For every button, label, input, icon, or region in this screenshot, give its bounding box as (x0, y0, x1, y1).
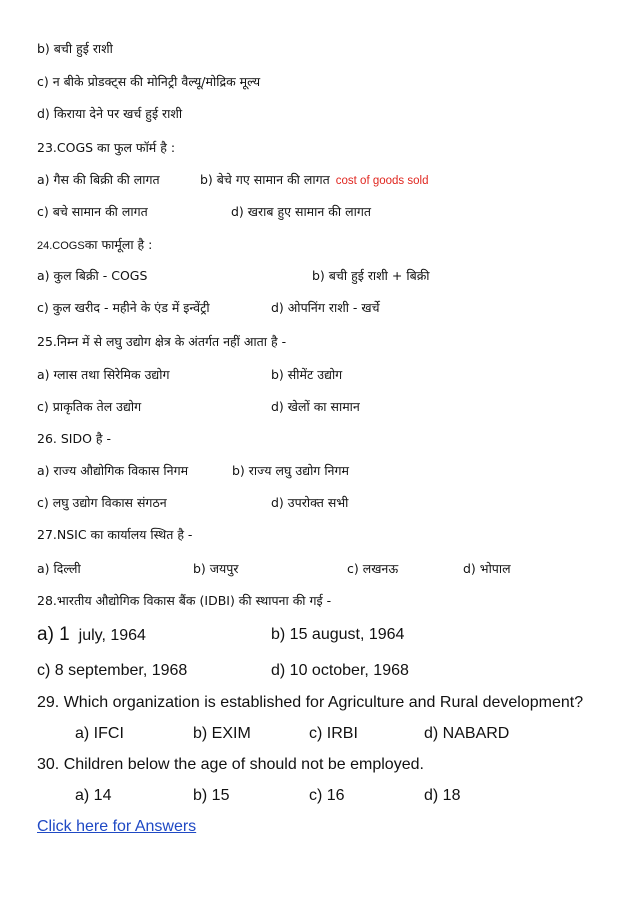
option-26d: d) उपरोक्त सभी (271, 495, 349, 510)
option-23b-text: b) बेचे गए सामान की लागत (200, 172, 330, 187)
option-25c: c) प्राकृतिक तेल उद्योग (37, 399, 142, 414)
question-24-number: 24.COGS (37, 240, 85, 252)
option-27c: c) लखनऊ (347, 561, 399, 576)
option-23d: d) खराब हुए सामान की लागत (231, 204, 371, 219)
option-28a-prefix: a) 1 (37, 624, 70, 645)
option-26b: b) राज्य लघु उद्योग निगम (232, 463, 350, 478)
question-30: 30. Children below the age of should not be employed. (37, 756, 424, 773)
question-28: 28.भारतीय औद्योगिक विकास बैंक (IDBI) की स्थापना की गई - (37, 593, 332, 608)
option-27a: a) दिल्ली (37, 561, 81, 576)
question-23: 23.COGS का फुल फॉर्म है : (37, 140, 176, 155)
question-24 (37, 236, 152, 255)
option-25d: d) खेलों का सामान (271, 399, 360, 414)
option-29b: b) EXIM (193, 725, 251, 742)
option-30c: c) 16 (309, 787, 345, 804)
option-23b (200, 171, 428, 190)
option-26c: c) लघु उद्योग विकास संगठन (37, 495, 167, 510)
option-24c: c) कुल खरीद - महीने के एंड में इन्वेंट्री (37, 300, 210, 315)
option-30d: d) 18 (424, 787, 461, 804)
option-29d: d) NABARD (424, 725, 510, 742)
option-30b: b) 15 (193, 787, 230, 804)
question-29: 29. Which organization is established for Agriculture and Rural development? (37, 694, 584, 711)
question-24-text: का फार्मूला है : (84, 237, 153, 252)
option-22c: c) न बीके प्रोडक्ट्स की मोनिट्री वैल्यू/मोद्रिक मूल्य (37, 74, 261, 89)
option-28b: b) 15 august, 1964 (271, 626, 405, 643)
question-25: 25.निम्न में से लघु उद्योग क्षेत्र के अंतर्गत नहीं आता है - (37, 334, 287, 349)
option-25b: b) सीमेंट उद्योग (271, 367, 343, 382)
option-28d: d) 10 october, 1968 (271, 662, 409, 679)
option-29c: c) IRBI (309, 725, 358, 742)
option-27b: b) जयपुर (193, 561, 239, 576)
question-26: 26. SIDO है - (37, 431, 112, 446)
option-28a (37, 625, 146, 646)
option-22b: b) बची हुई राशी (37, 41, 113, 56)
option-24d: d) ओपनिंग राशी - खर्चे (271, 300, 380, 315)
option-28a-date: july, 1964 (78, 627, 146, 644)
option-27d: d) भोपाल (463, 561, 511, 576)
answer-note: cost of goods sold (335, 175, 429, 187)
option-23a: a) गैस की बिक्री की लागत (37, 172, 160, 187)
option-29a: a) IFCI (75, 725, 124, 742)
option-25a: a) ग्लास तथा सिरेमिक उद्योग (37, 367, 170, 382)
question-27: 27.NSIC का कार्यालय स्थित है - (37, 527, 193, 542)
option-28c: c) 8 september, 1968 (37, 662, 188, 679)
option-23c: c) बचे सामान की लागत (37, 204, 148, 219)
option-24a: a) कुल बिक्री - COGS (37, 268, 148, 283)
option-30a: a) 14 (75, 787, 112, 804)
option-22d: d) किराया देने पर खर्च हुई राशी (37, 106, 183, 121)
option-26a: a) राज्य औद्योगिक विकास निगम (37, 463, 189, 478)
answers-link[interactable]: Click here for Answers (37, 818, 197, 835)
option-24b: b) बची हुई राशी + बिक्री (312, 268, 430, 283)
